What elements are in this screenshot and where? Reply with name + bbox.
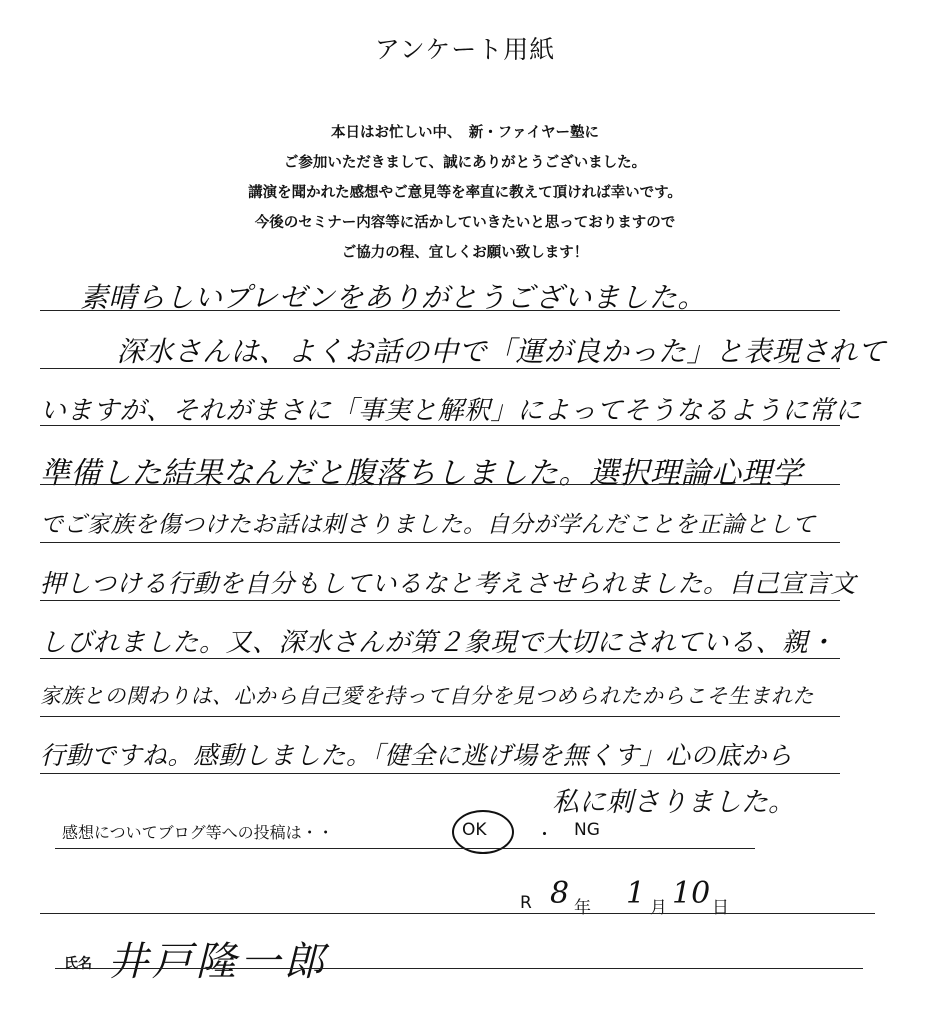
comment-continuation: 私に刺さりました。: [552, 787, 795, 818]
comment-line: 押しつける行動を自分もしているなと考えさせられました。自己宣言文: [40, 569, 857, 598]
intro-line: 本日はお忙しい中、 新・ファイヤー塾に: [331, 125, 599, 141]
ruled-line: [40, 716, 840, 717]
ruled-line: [40, 600, 840, 601]
date-month-value[interactable]: 1: [626, 876, 646, 911]
ruled-line: [40, 658, 840, 659]
date-month-unit: 月: [650, 898, 667, 918]
ruled-line: [40, 913, 875, 914]
blog-option-separator: ・: [536, 825, 553, 845]
intro-line: 講演を聞かれた感想やご意見等を率直に教えて頂ければ幸いです。: [248, 185, 682, 201]
ruled-line: [55, 848, 755, 849]
comment-line: しびれました。又、深水さんが第２象現で大切にされている、親・: [40, 628, 836, 658]
name-label: 氏名: [64, 956, 92, 972]
intro-line: 今後のセミナー内容等に活かしていきたいと思っておりますので: [254, 215, 676, 231]
comment-line: 行動ですね。感動しました。「健全に逃げ場を無くす」心の底から: [40, 741, 793, 770]
blog-option-ng[interactable]: NG: [574, 820, 600, 840]
ruled-line: [40, 310, 840, 311]
blog-permission-label: 感想についてブログ等への投稿は・・: [62, 823, 334, 842]
ruled-line: [40, 542, 840, 543]
comment-line: 深水さんは、よくお話の中で「運が良かった」と表現されて: [88, 335, 887, 368]
ruled-line: [40, 484, 840, 485]
date-day-value[interactable]: 10: [672, 876, 711, 911]
intro-text: [0, 118, 930, 268]
comment-line: 素晴らしいプレゼンをありがとうございました。: [80, 281, 706, 314]
ruled-line: [55, 968, 863, 969]
ruled-line: [40, 368, 840, 369]
intro-line: ご協力の程、宜しくお願い致します！: [341, 245, 589, 261]
ruled-line: [40, 425, 840, 426]
date-year-value[interactable]: 8: [550, 876, 570, 911]
blog-option-ok[interactable]: OK: [462, 820, 487, 840]
date-era: R: [520, 893, 532, 913]
date-year-unit: 年: [574, 898, 591, 918]
form-title: アンケート用紙: [374, 35, 556, 64]
intro-line: ご参加いただきまして、誠にありがとうございました。: [283, 155, 647, 171]
comment-line: 家族との関わりは、心から自己愛を持って自分を見つめられたからこそ生まれた: [40, 684, 814, 708]
date-day-unit: 日: [712, 898, 729, 918]
comment-line: 準備した結果なんだと腹落ちしました。選択理論心理学: [40, 456, 803, 491]
name-value[interactable]: 井戸隆一郎: [108, 939, 328, 985]
comment-line: でご家族を傷つけたお話は刺さりました。自分が学んだことを正論として: [40, 512, 816, 538]
comment-line: いますが、それがまさに「事実と解釈」によってそうなるように常に: [40, 396, 862, 426]
ruled-line: [40, 773, 840, 774]
